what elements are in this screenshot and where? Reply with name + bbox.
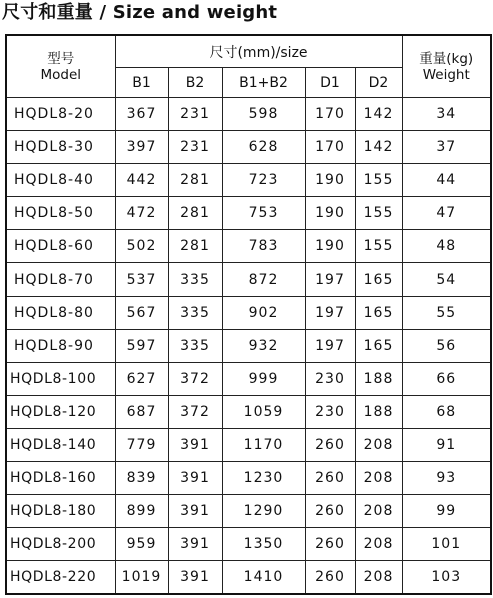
b2-cell: 391 bbox=[168, 495, 222, 528]
b1-cell: 397 bbox=[115, 131, 168, 164]
b1-cell: 627 bbox=[115, 362, 168, 395]
b2-cell: 372 bbox=[168, 395, 222, 428]
d1-cell: 190 bbox=[305, 230, 355, 263]
table-header-row bbox=[6, 35, 491, 68]
d2-cell: 208 bbox=[355, 561, 402, 595]
table-row bbox=[6, 296, 491, 329]
b1-plus-b2-cell: 1059 bbox=[222, 395, 305, 428]
d2-cell: 188 bbox=[355, 395, 402, 428]
weight-cell: 91 bbox=[402, 428, 491, 461]
d1-cell: 230 bbox=[305, 395, 355, 428]
b2-cell: 372 bbox=[168, 362, 222, 395]
weight-cell: 56 bbox=[402, 329, 491, 362]
model-cell: HQDL8-70 bbox=[6, 263, 115, 296]
weight-header-zh: 重量(kg) bbox=[419, 50, 474, 67]
d2-column-header: D2 bbox=[355, 68, 402, 98]
b1-cell: 687 bbox=[115, 395, 168, 428]
b1-cell: 839 bbox=[115, 462, 168, 495]
d2-cell: 208 bbox=[355, 495, 402, 528]
d1-cell: 230 bbox=[305, 362, 355, 395]
model-cell: HQDL8-50 bbox=[6, 197, 115, 230]
b1-cell: 899 bbox=[115, 495, 168, 528]
table-row bbox=[6, 131, 491, 164]
b1-cell: 502 bbox=[115, 230, 168, 263]
b2-column-header: B2 bbox=[168, 68, 222, 98]
table-row bbox=[6, 395, 491, 428]
model-cell: HQDL8-160 bbox=[6, 462, 115, 495]
model-cell: HQDL8-90 bbox=[6, 329, 115, 362]
b1-plus-b2-cell: 1230 bbox=[222, 462, 305, 495]
b1-cell: 779 bbox=[115, 428, 168, 461]
d2-cell: 155 bbox=[355, 164, 402, 197]
weight-cell: 68 bbox=[402, 395, 491, 428]
b1-plus-b2-cell: 1170 bbox=[222, 428, 305, 461]
b1-plus-b2-cell: 598 bbox=[222, 98, 305, 131]
weight-cell: 99 bbox=[402, 495, 491, 528]
model-cell: HQDL8-200 bbox=[6, 528, 115, 561]
b2-cell: 281 bbox=[168, 230, 222, 263]
d1-cell: 170 bbox=[305, 98, 355, 131]
d1-cell: 197 bbox=[305, 296, 355, 329]
weight-cell: 48 bbox=[402, 230, 491, 263]
b1-cell: 959 bbox=[115, 528, 168, 561]
d2-cell: 155 bbox=[355, 230, 402, 263]
weight-cell: 101 bbox=[402, 528, 491, 561]
weight-cell: 55 bbox=[402, 296, 491, 329]
weight-cell: 44 bbox=[402, 164, 491, 197]
b2-cell: 281 bbox=[168, 164, 222, 197]
b1-plus-b2-column-header: B1+B2 bbox=[222, 68, 305, 98]
table-row bbox=[6, 329, 491, 362]
model-cell: HQDL8-80 bbox=[6, 296, 115, 329]
b1-cell: 442 bbox=[115, 164, 168, 197]
model-cell: HQDL8-30 bbox=[6, 131, 115, 164]
d2-cell: 142 bbox=[355, 131, 402, 164]
weight-cell: 93 bbox=[402, 462, 491, 495]
b1-cell: 367 bbox=[115, 98, 168, 131]
d2-cell: 165 bbox=[355, 296, 402, 329]
b2-cell: 231 bbox=[168, 131, 222, 164]
b1-cell: 567 bbox=[115, 296, 168, 329]
table-row bbox=[6, 164, 491, 197]
weight-cell: 34 bbox=[402, 98, 491, 131]
table-row bbox=[6, 462, 491, 495]
model-header-en: Model bbox=[40, 66, 82, 83]
d1-column-header: D1 bbox=[305, 68, 355, 98]
b1-cell: 597 bbox=[115, 329, 168, 362]
d1-cell: 197 bbox=[305, 329, 355, 362]
table-row bbox=[6, 428, 491, 461]
d1-cell: 260 bbox=[305, 462, 355, 495]
table-row bbox=[6, 362, 491, 395]
d1-cell: 260 bbox=[305, 561, 355, 595]
weight-cell: 37 bbox=[402, 131, 491, 164]
d1-cell: 190 bbox=[305, 164, 355, 197]
d2-cell: 165 bbox=[355, 263, 402, 296]
model-header-zh: 型号 bbox=[47, 50, 75, 67]
table-row bbox=[6, 98, 491, 131]
model-cell: HQDL8-220 bbox=[6, 561, 115, 595]
b1-plus-b2-cell: 753 bbox=[222, 197, 305, 230]
table-row bbox=[6, 528, 491, 561]
table-row bbox=[6, 197, 491, 230]
model-cell: HQDL8-140 bbox=[6, 428, 115, 461]
b1-plus-b2-cell: 932 bbox=[222, 329, 305, 362]
size-weight-table bbox=[5, 34, 492, 595]
table-row bbox=[6, 561, 491, 595]
b1-plus-b2-cell: 628 bbox=[222, 131, 305, 164]
b1-plus-b2-cell: 1410 bbox=[222, 561, 305, 595]
b1-plus-b2-cell: 872 bbox=[222, 263, 305, 296]
b2-cell: 281 bbox=[168, 197, 222, 230]
weight-cell: 66 bbox=[402, 362, 491, 395]
b1-plus-b2-cell: 1350 bbox=[222, 528, 305, 561]
b1-cell: 472 bbox=[115, 197, 168, 230]
model-cell: HQDL8-20 bbox=[6, 98, 115, 131]
d2-cell: 208 bbox=[355, 528, 402, 561]
b1-cell: 1019 bbox=[115, 561, 168, 595]
weight-cell: 103 bbox=[402, 561, 491, 595]
b1-plus-b2-cell: 723 bbox=[222, 164, 305, 197]
model-cell: HQDL8-40 bbox=[6, 164, 115, 197]
d1-cell: 197 bbox=[305, 263, 355, 296]
d2-cell: 142 bbox=[355, 98, 402, 131]
b1-plus-b2-cell: 783 bbox=[222, 230, 305, 263]
d1-cell: 260 bbox=[305, 528, 355, 561]
weight-column-header bbox=[402, 35, 491, 98]
weight-cell: 47 bbox=[402, 197, 491, 230]
model-cell: HQDL8-100 bbox=[6, 362, 115, 395]
b1-column-header: B1 bbox=[115, 68, 168, 98]
d1-cell: 260 bbox=[305, 495, 355, 528]
model-cell: HQDL8-60 bbox=[6, 230, 115, 263]
table-body bbox=[6, 98, 491, 595]
b1-plus-b2-cell: 902 bbox=[222, 296, 305, 329]
b2-cell: 391 bbox=[168, 428, 222, 461]
d2-cell: 188 bbox=[355, 362, 402, 395]
b2-cell: 391 bbox=[168, 528, 222, 561]
b2-cell: 231 bbox=[168, 98, 222, 131]
table-row bbox=[6, 230, 491, 263]
b2-cell: 391 bbox=[168, 561, 222, 595]
d2-cell: 155 bbox=[355, 197, 402, 230]
model-cell: HQDL8-120 bbox=[6, 395, 115, 428]
b2-cell: 335 bbox=[168, 329, 222, 362]
d2-cell: 208 bbox=[355, 462, 402, 495]
d1-cell: 170 bbox=[305, 131, 355, 164]
page-title: 尺寸和重量 / Size and weight bbox=[2, 2, 278, 23]
b2-cell: 335 bbox=[168, 296, 222, 329]
model-column-header bbox=[6, 35, 115, 98]
b2-cell: 335 bbox=[168, 263, 222, 296]
weight-header-en: Weight bbox=[422, 66, 470, 83]
b1-plus-b2-cell: 1290 bbox=[222, 495, 305, 528]
model-cell: HQDL8-180 bbox=[6, 495, 115, 528]
d1-cell: 190 bbox=[305, 197, 355, 230]
b1-cell: 537 bbox=[115, 263, 168, 296]
weight-cell: 54 bbox=[402, 263, 491, 296]
table-row bbox=[6, 495, 491, 528]
table-row bbox=[6, 263, 491, 296]
d1-cell: 260 bbox=[305, 428, 355, 461]
size-column-header: 尺寸(mm)/size bbox=[115, 35, 402, 68]
d2-cell: 208 bbox=[355, 428, 402, 461]
d2-cell: 165 bbox=[355, 329, 402, 362]
b1-plus-b2-cell: 999 bbox=[222, 362, 305, 395]
b2-cell: 391 bbox=[168, 462, 222, 495]
